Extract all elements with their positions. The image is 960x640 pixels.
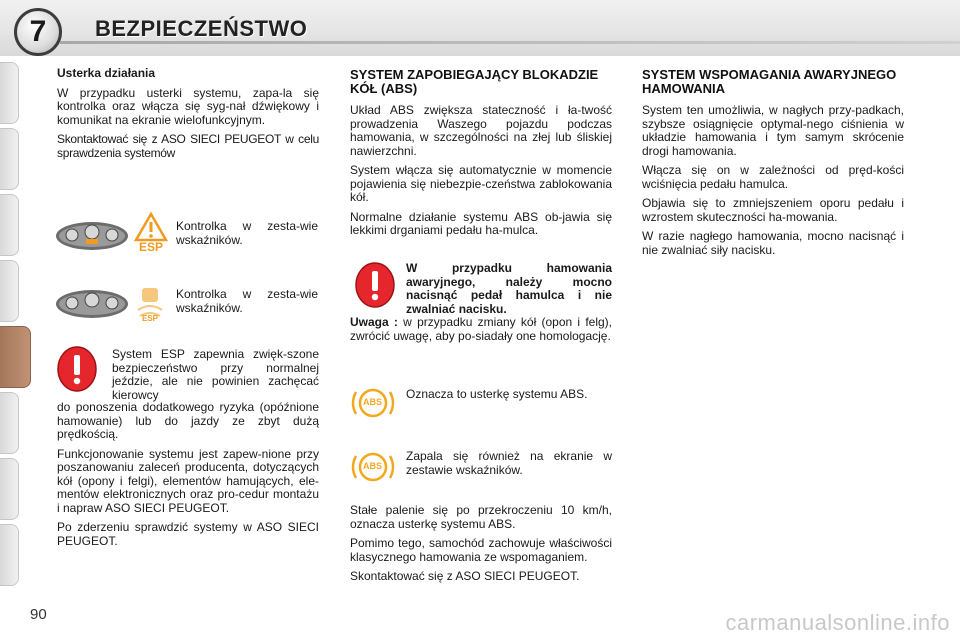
fault-paragraph: W przypadku usterki systemu, zapa-la się kontrolka oraz włącza się syg-nał dźwiękowy i komunikat na ekranie wielofunkcyjnym. <box>57 85 319 127</box>
esp-notice-rest: do ponoszenia dodatkowego ryzyka (opóźnione hamowanie) lub do jazdy ze zbyt dużą prędkością. <box>57 400 319 441</box>
chapter-tab[interactable] <box>0 392 19 454</box>
after-collision-paragraph: Po zderzeniu sprawdzić systemy w ASO SIECI PEUGEOT. <box>57 520 319 548</box>
chapter-tab-rail <box>0 62 20 582</box>
abs-indicator-text-2: Zapala się również na ekranie w zestawie wskaźników. <box>406 449 612 477</box>
abs-paragraph-5: Pomimo tego, samochód zachowuje właściwości klasycznego hamowania ze wspomaganiem. <box>350 536 612 564</box>
abs-paragraph-4: Stałe palenie się po przekroczeniu 10 km/h, oznacza usterkę systemu ABS. <box>350 503 612 531</box>
warning-text-1: Kontrolka w zesta-wie wskaźników. <box>176 219 318 247</box>
chapter-number-badge <box>14 8 62 56</box>
note-text: w przypadku zmiany kół (opon i felg), zwrócić uwagę, aby po-siadały one homologację. <box>350 315 613 343</box>
abs-badge-1: ABS <box>363 397 383 407</box>
esp-small-badge: ESP <box>142 314 159 323</box>
chapter-tab-active[interactable] <box>0 326 31 388</box>
esp-badge: ESP <box>139 240 164 254</box>
contact-paragraph: Skontaktować się z ASO SIECI PEUGEOT w celu sprawdzenia systemów <box>57 132 319 160</box>
page-number: 90 <box>30 606 47 623</box>
left-column <box>57 67 319 166</box>
eba-paragraph-3: Objawia się to zmniejszeniem oporu pedału i wzrostem skuteczności ha-mowania. <box>642 196 904 224</box>
fault-heading: Usterka działania <box>57 66 156 80</box>
warning-text-2: Kontrolka w zesta-wie wskaźników. <box>176 287 318 315</box>
esp-alert-icon <box>57 346 97 392</box>
function-paragraph: Funkcjonowanie systemu jest zapew-nione przy poszanowaniu zaleceń producenta, dotyczących kół (opony i felgi), elementów hamujących, ele-mentów elektronicznych oraz pro-cedur montażu i napraw ASO SIECI PEUGEOT. <box>57 446 319 515</box>
esp-notice-intro: System ESP zapewnia zwięk-szone bezpieczeństwo przy normalnej jeździe, ale nie powinien zachęcać kierowcy <box>112 347 319 402</box>
chapter-tab[interactable] <box>0 524 19 586</box>
abs-paragraph-3: Normalne działanie systemu ABS ob-jawia się lekkimi drganiami pedału ha-mulca. <box>350 209 612 237</box>
chapter-number: 7 <box>29 15 47 48</box>
abs-indicator-text-1: Oznacza to usterkę systemu ABS. <box>406 387 588 401</box>
watermark: carmanualsonline.info <box>725 610 950 635</box>
chapter-title: BEZPIECZEŃSTWO <box>95 16 308 41</box>
chapter-tab[interactable] <box>0 458 19 520</box>
abs-paragraph-1: Układ ABS zwiększa stateczność i ła-twość prowadzenia Waszego pojazdu podczas hamowania, w szczególności na złej lub śliskiej nawierzchni. <box>350 103 612 158</box>
abs-indicator-row-2 <box>350 450 612 484</box>
chapter-tab[interactable] <box>0 62 19 124</box>
chapter-tab[interactable] <box>0 260 19 322</box>
middle-column <box>350 68 612 244</box>
eba-paragraph-1: System ten umożliwia, w nagłych przy-padkach, szybsze osiągnięcie optymal-nego ciśnienia w układzie hamowania i tym samym skrócenie drogi hamowania. <box>642 103 904 158</box>
emergency-alert-block <box>406 262 612 316</box>
esp-warning-row-1 <box>56 210 318 258</box>
esp-warning-row-2 <box>56 280 318 328</box>
eba-paragraph-2: Włącza się on w zależności od pręd-kości wciśnięcia pedału hamulca. <box>642 163 904 191</box>
abs-indicator-row-1 <box>350 386 612 420</box>
note-block <box>350 316 612 343</box>
esp-notice-intro-block <box>112 348 319 402</box>
eba-heading: SYSTEM WSPOMAGANIA AWARYJNEGO HAMOWANIA <box>642 67 897 96</box>
abs-badge-2: ABS <box>363 461 383 471</box>
left-lower-column <box>57 401 319 554</box>
right-column <box>642 68 904 263</box>
abs-paragraph-2: System włącza się automatycznie w momencie pojawienia się niebezpie-czeństwa zablokowania kół. <box>350 163 612 204</box>
abs-paragraph-6: Skontaktować się z ASO SIECI PEUGEOT. <box>350 569 580 583</box>
chapter-tab[interactable] <box>0 194 19 256</box>
emergency-alert-text: W przypadku hamowania awaryjnego, należy mocno nacisnąć pedał hamulca i nie zwalniać nacisku. <box>406 261 612 316</box>
emergency-alert-icon <box>355 262 395 308</box>
note-label: Uwaga : <box>350 315 398 329</box>
chapter-tab[interactable] <box>0 128 19 190</box>
abs-heading: SYSTEM ZAPOBIEGAJĄCY BLOKADZIE KÓŁ (ABS) <box>350 67 599 96</box>
eba-paragraph-4: W razie nagłego hamowania, mocno nacisnąć i nie zwalniać siły nacisku. <box>642 229 904 257</box>
middle-lower-column <box>350 504 612 590</box>
